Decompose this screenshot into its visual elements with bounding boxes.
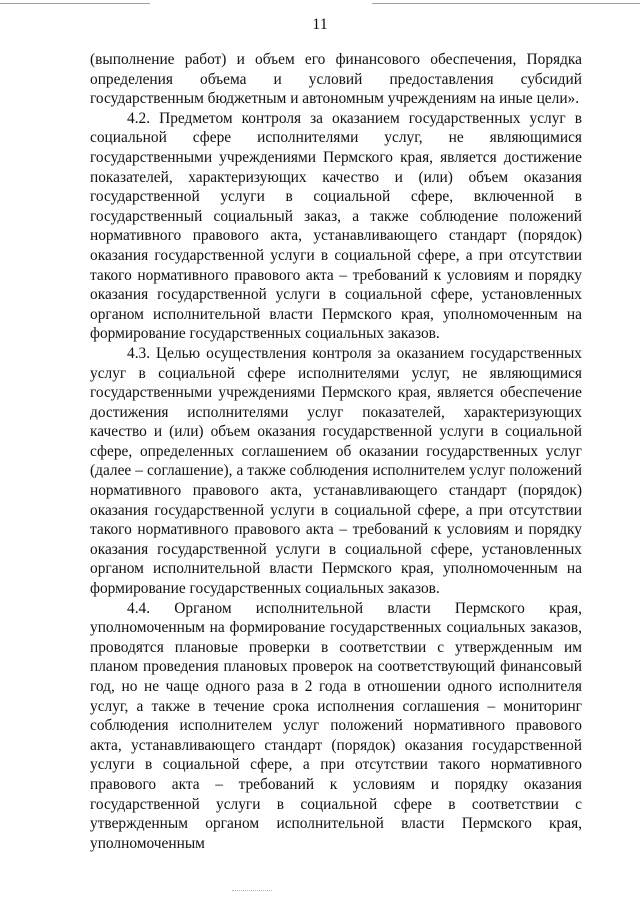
scan-edge-line-left <box>0 3 150 4</box>
paragraph-4-2: 4.2. Предметом контроля за оказанием государственных услуг в социальной сфере исполнителями услуг, не являющимися государственными учреждениями Пермского края, является достижение показателей, характеризующих качество и (или) объем оказания государственной услуги в социальной сфере, включенной в государственный социальный заказ, а также соблюдение положений нормативного правового акта, устанавливающего стандарт (порядок) оказания государственной услуги в социальной сфере, а при отсутствии такого нормативного правового акта – требований к условиям и порядку оказания государственной услуги в социальной сфере, установленных органом исполнительной власти Пермского края, уполномоченным на формирование государственных социальных заказов. <box>90 109 582 343</box>
scan-artifact <box>232 890 272 893</box>
paragraph-4-3: 4.3. Целью осуществления контроля за оказанием государственных услуг в социальной сфере исполнителями услуг, не являющимися государственными учреждениями Пермского края, является обеспечение достижения исполнителями услуг показателей, характеризующих качество и (или) объем оказания государственной услуги в социальной сфере, определенных соглашением об оказании государственных услуг (далее – соглашение), а также соблюдения исполнителем услуг положений нормативного правового акта, устанавливающего стандарт (порядок) оказания государственной услуги в социальной сфере, а при отсутствии такого нормативного правового акта – требований к условиям и порядку оказания государственной услуги в социальной сфере, установленных органом исполнительной власти Пермского края, уполномоченным на формирование государственных социальных заказов. <box>90 344 582 598</box>
document-body <box>90 50 582 853</box>
paragraph-4-4: 4.4. Органом исполнительной власти Пермского края, уполномоченным на формирование государственных социальных заказов, проводятся плановые проверки в соответствии с утвержденным им планом проведения плановых проверок на соответствующий финансовый год, но не чаще одного раза в 2 года в отношении одного исполнителя услуг, а также в течение срока исполнения соглашения – мониторинг соблюдения исполнителем услуг положений нормативного правового акта, устанавливающего стандарт (порядок) оказания государственной услуги в социальной сфере, а при отсутствии такого нормативного правового акта – требований к условиям и порядку оказания государственной услуги в социальной сфере в соответствии с утвержденным органом исполнительной власти Пермского края, уполномоченным <box>90 599 582 852</box>
page-number: 11 <box>312 16 328 33</box>
scan-edge-line-right <box>372 3 640 4</box>
paragraph-continuation: (выполнение работ) и объем его финансового обеспечения, Порядка определения объема и условий предоставления субсидий государственным бюджетным и автономным учреждениям на иные цели». <box>90 51 582 108</box>
